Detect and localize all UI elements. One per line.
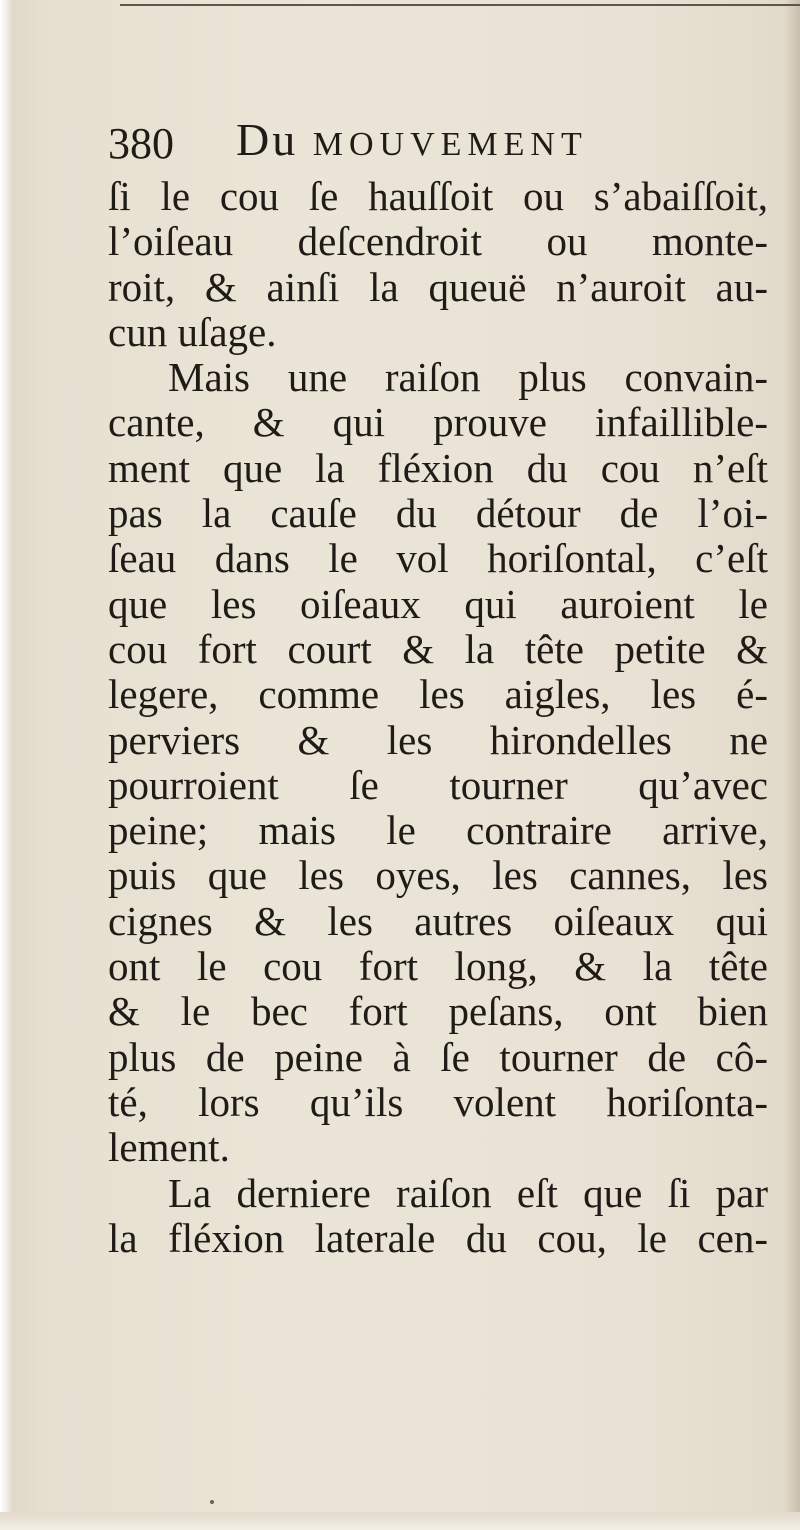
text-line: perviers & les hirondelles ne <box>108 716 768 763</box>
text-line: ſeau dans le vol horiſontal, c’eſt <box>108 535 768 582</box>
running-title-rest: MOUVEMENT <box>312 126 588 163</box>
text-line: lement. <box>108 1124 230 1171</box>
page-text-block <box>108 112 768 1261</box>
text-line: pas la cauſe du détour de l’oi- <box>108 490 768 537</box>
page-bottom-edge <box>0 1512 800 1530</box>
text-line: que les oiſeaux qui auroient le <box>108 580 768 627</box>
running-head <box>108 112 768 174</box>
top-rule <box>120 4 800 6</box>
text-line: puis que les oyes, les cannes, les <box>108 852 768 899</box>
text-line: ont le cou fort long, & la tête <box>108 943 768 990</box>
running-title-initial: Du <box>236 114 299 165</box>
paragraph-first-line: Mais une raiſon plus convain- <box>168 354 768 401</box>
text-line: la fléxion laterale du cou, le cen- <box>108 1214 768 1261</box>
page-number: 380 <box>108 119 174 168</box>
text-line: ſi le cou ſe hauſſoit ou s’abaiſſoit, <box>108 173 768 219</box>
page-gutter-edge <box>0 0 14 1530</box>
text-line: & le bec fort peſans, ont bien <box>108 988 768 1035</box>
text-line: té, lors qu’ils volent horiſonta- <box>108 1078 768 1125</box>
text-line: cignes & les autres oiſeaux qui <box>108 897 768 944</box>
text-line: plus de peine à ſe tourner de cô- <box>108 1033 768 1080</box>
page-outer-edge <box>784 0 800 1530</box>
text-line: legere, comme les aigles, les é- <box>108 671 768 718</box>
text-line: cante, & qui prouve infailliblе- <box>108 399 768 446</box>
text-line: peine; mais le contraire arrive, <box>108 807 768 854</box>
text-line: roit, & ainſi la queuë n’auroit au- <box>108 263 768 310</box>
text-line: l’oiſeau deſcendroit ou monte- <box>108 218 768 265</box>
paragraph-first-line: La derniere raiſon eſt que ſi par <box>168 1169 768 1216</box>
ink-speck <box>210 1500 214 1504</box>
text-line: cun uſage. <box>108 308 277 355</box>
running-title <box>236 112 588 173</box>
text-line: ment que la fléxion du cou n’eſt <box>108 444 768 491</box>
text-line: cou fort court & la tête petite & <box>108 625 768 672</box>
text-line: pourroient ſe tourner qu’avec <box>108 761 768 808</box>
